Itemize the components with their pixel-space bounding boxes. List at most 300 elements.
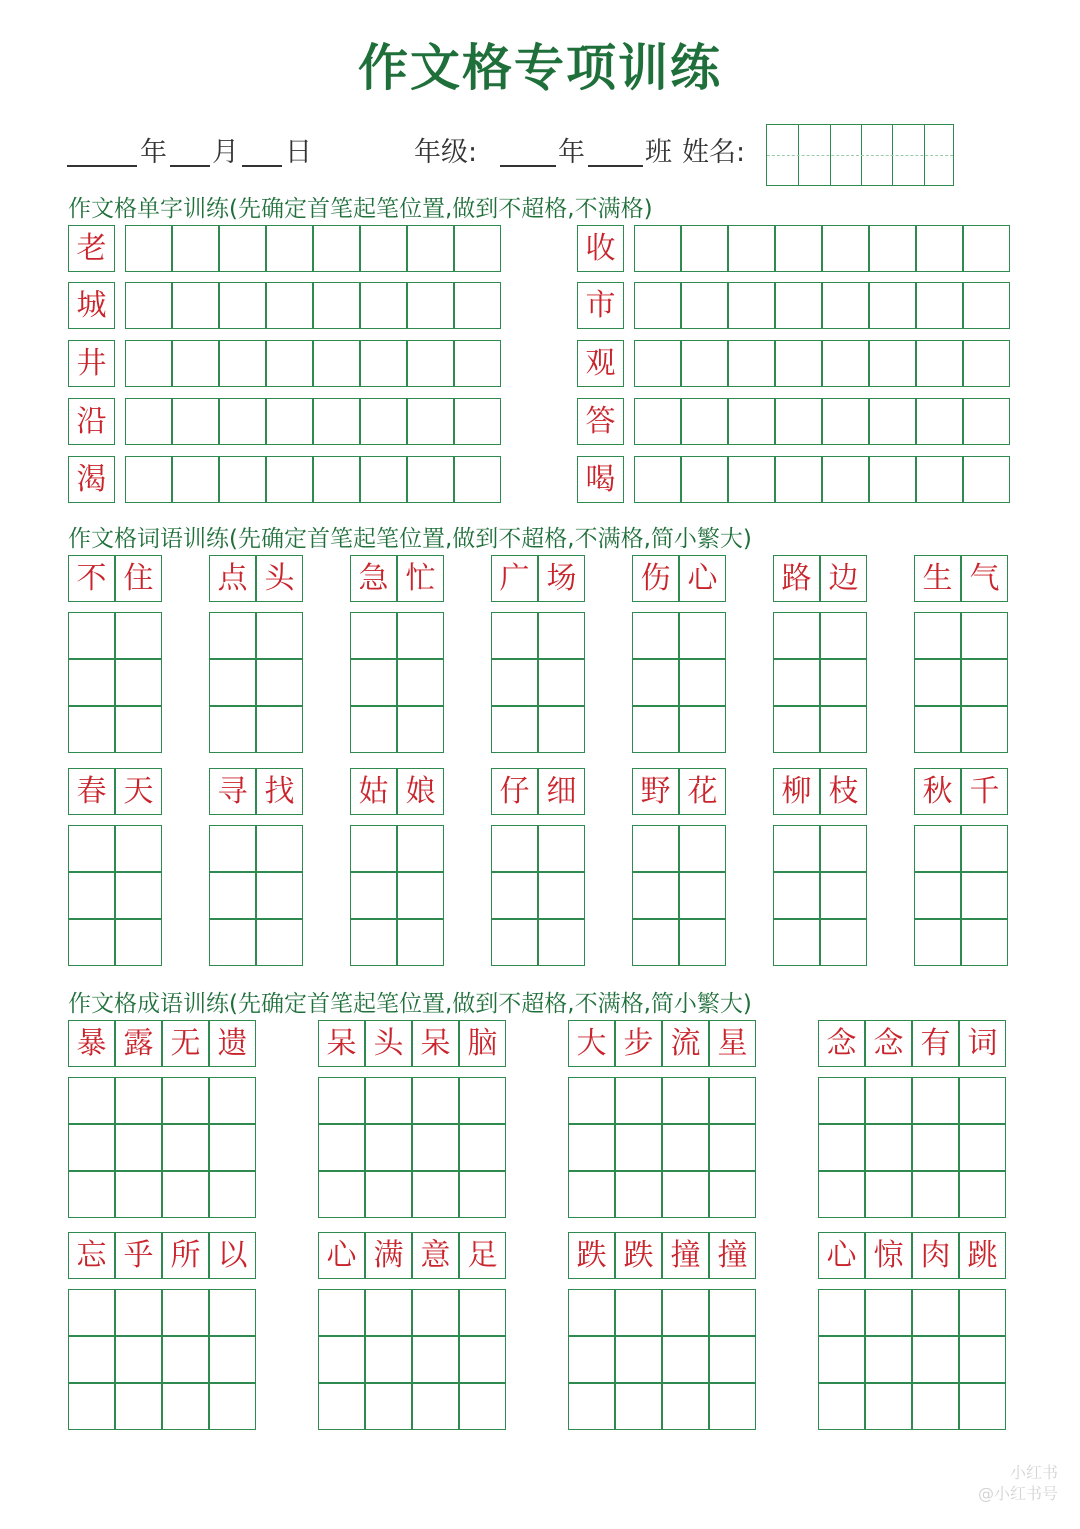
practice-cell[interactable] — [162, 1124, 209, 1171]
practice-cell[interactable] — [632, 919, 679, 966]
practice-cell[interactable] — [115, 1124, 162, 1171]
practice-cell[interactable] — [318, 1124, 365, 1171]
practice-cell[interactable] — [538, 659, 585, 706]
idioms-heading: 作文格成语训练(先确定首笔起笔位置,做到不超格,不满格,简小繁大) — [68, 991, 752, 1017]
practice-cell[interactable] — [125, 340, 172, 387]
practice-cell[interactable] — [68, 1336, 115, 1383]
practice-cell[interactable] — [491, 825, 538, 872]
practice-cell[interactable] — [360, 282, 407, 329]
practice-cell[interactable] — [818, 1336, 865, 1383]
model-char-cell: 花 — [679, 768, 726, 815]
practice-cell[interactable] — [822, 456, 869, 503]
practice-cell[interactable] — [256, 872, 303, 919]
practice-cell[interactable] — [172, 398, 219, 445]
practice-cell[interactable] — [820, 872, 867, 919]
practice-cell[interactable] — [491, 659, 538, 706]
practice-cell[interactable] — [914, 659, 961, 706]
practice-cell[interactable] — [407, 282, 454, 329]
practice-cell[interactable] — [209, 1383, 256, 1430]
practice-cell[interactable] — [568, 1171, 615, 1218]
practice-cell[interactable] — [256, 706, 303, 753]
model-char-cell: 跳 — [959, 1232, 1006, 1279]
practice-cell[interactable] — [68, 825, 115, 872]
practice-cell[interactable] — [365, 1124, 412, 1171]
practice-cell[interactable] — [68, 1077, 115, 1124]
model-char-cell: 呆 — [412, 1020, 459, 1067]
practice-cell[interactable] — [912, 1077, 959, 1124]
practice-cell[interactable] — [775, 398, 822, 445]
practice-cell[interactable] — [912, 1336, 959, 1383]
class-blank[interactable] — [588, 165, 643, 167]
practice-cell[interactable] — [822, 398, 869, 445]
model-char-cell: 答 — [577, 398, 624, 445]
practice-cell[interactable] — [963, 398, 1010, 445]
practice-cell[interactable] — [115, 1383, 162, 1430]
practice-cell[interactable] — [679, 612, 726, 659]
practice-cell[interactable] — [728, 340, 775, 387]
practice-cell[interactable] — [459, 1171, 506, 1218]
practice-cell[interactable] — [68, 706, 115, 753]
practice-cell[interactable] — [869, 456, 916, 503]
practice-cell[interactable] — [963, 340, 1010, 387]
practice-cell[interactable] — [679, 872, 726, 919]
practice-cell[interactable] — [728, 282, 775, 329]
practice-cell[interactable] — [679, 706, 726, 753]
practice-cell[interactable] — [773, 706, 820, 753]
practice-cell[interactable] — [454, 225, 501, 272]
practice-cell[interactable] — [172, 340, 219, 387]
practice-cell[interactable] — [162, 1289, 209, 1336]
practice-cell[interactable] — [412, 1124, 459, 1171]
practice-cell[interactable] — [865, 1171, 912, 1218]
practice-cell[interactable] — [459, 1383, 506, 1430]
practice-cell[interactable] — [350, 659, 397, 706]
practice-cell[interactable] — [68, 1124, 115, 1171]
name-grid[interactable] — [766, 124, 954, 186]
practice-cell[interactable] — [568, 1383, 615, 1430]
practice-cell[interactable] — [454, 398, 501, 445]
practice-cell[interactable] — [318, 1289, 365, 1336]
name-grid-midline — [767, 155, 953, 156]
practice-cell[interactable] — [914, 612, 961, 659]
practice-cell[interactable] — [350, 919, 397, 966]
model-char-cell: 场 — [538, 555, 585, 602]
practice-cell[interactable] — [407, 225, 454, 272]
practice-cell[interactable] — [360, 456, 407, 503]
practice-cell[interactable] — [172, 225, 219, 272]
practice-cell[interactable] — [162, 1171, 209, 1218]
practice-cell[interactable] — [961, 825, 1008, 872]
practice-cell[interactable] — [115, 919, 162, 966]
practice-cell[interactable] — [681, 340, 728, 387]
practice-cell[interactable] — [961, 872, 1008, 919]
practice-cell[interactable] — [454, 456, 501, 503]
practice-cell[interactable] — [963, 282, 1010, 329]
practice-cell[interactable] — [959, 1336, 1006, 1383]
practice-cell[interactable] — [266, 340, 313, 387]
practice-cell[interactable] — [916, 225, 963, 272]
practice-cell[interactable] — [412, 1336, 459, 1383]
practice-cell[interactable] — [775, 282, 822, 329]
practice-cell[interactable] — [615, 1171, 662, 1218]
practice-cell[interactable] — [115, 872, 162, 919]
practice-cell[interactable] — [125, 225, 172, 272]
practice-cell[interactable] — [115, 1077, 162, 1124]
practice-cell[interactable] — [313, 225, 360, 272]
practice-cell[interactable] — [709, 1289, 756, 1336]
practice-cell[interactable] — [219, 282, 266, 329]
practice-cell[interactable] — [914, 872, 961, 919]
practice-cell[interactable] — [916, 398, 963, 445]
practice-cell[interactable] — [172, 282, 219, 329]
practice-cell[interactable] — [407, 398, 454, 445]
model-char-cell: 心 — [818, 1232, 865, 1279]
practice-cell[interactable] — [615, 1383, 662, 1430]
practice-cell[interactable] — [822, 340, 869, 387]
practice-cell[interactable] — [219, 456, 266, 503]
practice-cell[interactable] — [360, 340, 407, 387]
practice-cell[interactable] — [820, 659, 867, 706]
practice-cell[interactable] — [634, 282, 681, 329]
practice-cell[interactable] — [681, 398, 728, 445]
practice-cell[interactable] — [865, 1336, 912, 1383]
practice-cell[interactable] — [538, 919, 585, 966]
practice-cell[interactable] — [679, 825, 726, 872]
practice-cell[interactable] — [914, 706, 961, 753]
practice-cell[interactable] — [662, 1124, 709, 1171]
practice-cell[interactable] — [568, 1124, 615, 1171]
practice-cell[interactable] — [209, 825, 256, 872]
practice-cell[interactable] — [318, 1171, 365, 1218]
practice-cell[interactable] — [68, 659, 115, 706]
practice-cell[interactable] — [209, 1124, 256, 1171]
practice-cell[interactable] — [172, 456, 219, 503]
model-char-cell: 呆 — [318, 1020, 365, 1067]
practice-cell[interactable] — [209, 872, 256, 919]
practice-cell[interactable] — [728, 398, 775, 445]
practice-cell[interactable] — [538, 872, 585, 919]
practice-cell[interactable] — [412, 1383, 459, 1430]
practice-cell[interactable] — [820, 825, 867, 872]
practice-cell[interactable] — [709, 1124, 756, 1171]
practice-cell[interactable] — [209, 919, 256, 966]
model-char-cell: 娘 — [397, 768, 444, 815]
practice-cell[interactable] — [360, 225, 407, 272]
model-char-cell: 所 — [162, 1232, 209, 1279]
practice-cell[interactable] — [125, 398, 172, 445]
practice-cell[interactable] — [709, 1077, 756, 1124]
practice-cell[interactable] — [728, 225, 775, 272]
practice-cell[interactable] — [961, 706, 1008, 753]
practice-cell[interactable] — [615, 1336, 662, 1383]
practice-cell[interactable] — [818, 1077, 865, 1124]
practice-cell[interactable] — [869, 225, 916, 272]
practice-cell[interactable] — [256, 612, 303, 659]
practice-cell[interactable] — [820, 612, 867, 659]
practice-cell[interactable] — [679, 919, 726, 966]
model-char-cell: 路 — [773, 555, 820, 602]
practice-cell[interactable] — [491, 872, 538, 919]
practice-cell[interactable] — [350, 612, 397, 659]
practice-cell[interactable] — [266, 398, 313, 445]
practice-cell[interactable] — [219, 398, 266, 445]
practice-cell[interactable] — [818, 1383, 865, 1430]
model-char-cell: 念 — [818, 1020, 865, 1067]
practice-cell[interactable] — [820, 706, 867, 753]
practice-cell[interactable] — [775, 456, 822, 503]
practice-cell[interactable] — [959, 1124, 1006, 1171]
model-char-cell: 撞 — [662, 1232, 709, 1279]
practice-cell[interactable] — [115, 1171, 162, 1218]
practice-cell[interactable] — [709, 1171, 756, 1218]
practice-cell[interactable] — [869, 282, 916, 329]
practice-cell[interactable] — [256, 659, 303, 706]
watermark — [978, 1463, 1058, 1505]
model-char-cell: 沿 — [68, 398, 115, 445]
practice-cell[interactable] — [634, 340, 681, 387]
model-char-cell: 寻 — [209, 768, 256, 815]
practice-cell[interactable] — [397, 919, 444, 966]
practice-cell[interactable] — [68, 872, 115, 919]
practice-cell[interactable] — [318, 1077, 365, 1124]
practice-cell[interactable] — [568, 1077, 615, 1124]
practice-cell[interactable] — [365, 1383, 412, 1430]
practice-cell[interactable] — [632, 706, 679, 753]
practice-cell[interactable] — [914, 825, 961, 872]
practice-cell[interactable] — [313, 340, 360, 387]
practice-cell[interactable] — [256, 919, 303, 966]
practice-cell[interactable] — [313, 456, 360, 503]
practice-cell[interactable] — [773, 612, 820, 659]
practice-cell[interactable] — [397, 612, 444, 659]
practice-cell[interactable] — [397, 659, 444, 706]
practice-cell[interactable] — [869, 398, 916, 445]
practice-cell[interactable] — [662, 1336, 709, 1383]
practice-cell[interactable] — [115, 825, 162, 872]
practice-cell[interactable] — [397, 825, 444, 872]
practice-cell[interactable] — [773, 659, 820, 706]
practice-cell[interactable] — [773, 825, 820, 872]
practice-cell[interactable] — [662, 1077, 709, 1124]
model-char-cell: 点 — [209, 555, 256, 602]
practice-cell[interactable] — [568, 1289, 615, 1336]
practice-cell[interactable] — [818, 1289, 865, 1336]
practice-cell[interactable] — [865, 1077, 912, 1124]
practice-cell[interactable] — [125, 282, 172, 329]
model-char-cell: 心 — [679, 555, 726, 602]
practice-cell[interactable] — [632, 612, 679, 659]
practice-cell[interactable] — [365, 1289, 412, 1336]
practice-cell[interactable] — [125, 456, 172, 503]
practice-cell[interactable] — [615, 1289, 662, 1336]
practice-cell[interactable] — [209, 1289, 256, 1336]
practice-cell[interactable] — [115, 659, 162, 706]
model-char-cell: 急 — [350, 555, 397, 602]
practice-cell[interactable] — [963, 225, 1010, 272]
practice-cell[interactable] — [662, 1171, 709, 1218]
practice-cell[interactable] — [115, 1289, 162, 1336]
practice-cell[interactable] — [162, 1383, 209, 1430]
practice-cell[interactable] — [313, 282, 360, 329]
practice-cell[interactable] — [615, 1124, 662, 1171]
practice-cell[interactable] — [634, 456, 681, 503]
practice-cell[interactable] — [412, 1171, 459, 1218]
practice-cell[interactable] — [963, 456, 1010, 503]
practice-cell[interactable] — [709, 1383, 756, 1430]
model-char-cell: 念 — [865, 1020, 912, 1067]
practice-cell[interactable] — [538, 706, 585, 753]
practice-cell[interactable] — [407, 340, 454, 387]
practice-cell[interactable] — [818, 1124, 865, 1171]
practice-cell[interactable] — [209, 706, 256, 753]
practice-cell[interactable] — [491, 706, 538, 753]
practice-cell[interactable] — [68, 919, 115, 966]
practice-cell[interactable] — [365, 1336, 412, 1383]
practice-cell[interactable] — [266, 282, 313, 329]
practice-cell[interactable] — [162, 1336, 209, 1383]
practice-cell[interactable] — [775, 225, 822, 272]
practice-cell[interactable] — [115, 706, 162, 753]
practice-cell[interactable] — [959, 1171, 1006, 1218]
practice-cell[interactable] — [412, 1077, 459, 1124]
practice-cell[interactable] — [454, 340, 501, 387]
practice-cell[interactable] — [959, 1383, 1006, 1430]
practice-cell[interactable] — [916, 456, 963, 503]
practice-cell[interactable] — [360, 398, 407, 445]
practice-cell[interactable] — [822, 282, 869, 329]
practice-cell[interactable] — [681, 282, 728, 329]
practice-cell[interactable] — [162, 1077, 209, 1124]
model-char-cell: 忘 — [68, 1232, 115, 1279]
model-char-cell: 姑 — [350, 768, 397, 815]
practice-cell[interactable] — [115, 1336, 162, 1383]
practice-cell[interactable] — [266, 225, 313, 272]
practice-cell[interactable] — [959, 1077, 1006, 1124]
practice-cell[interactable] — [818, 1171, 865, 1218]
practice-cell[interactable] — [68, 1171, 115, 1218]
practice-cell[interactable] — [397, 872, 444, 919]
practice-cell[interactable] — [538, 825, 585, 872]
practice-cell[interactable] — [350, 706, 397, 753]
model-char-cell: 生 — [914, 555, 961, 602]
practice-cell[interactable] — [219, 340, 266, 387]
practice-cell[interactable] — [912, 1124, 959, 1171]
practice-cell[interactable] — [728, 456, 775, 503]
model-char-cell: 流 — [662, 1020, 709, 1067]
practice-cell[interactable] — [775, 340, 822, 387]
grade-label: 年级: — [414, 137, 478, 168]
practice-cell[interactable] — [822, 225, 869, 272]
practice-cell[interactable] — [959, 1289, 1006, 1336]
model-char-cell: 头 — [365, 1020, 412, 1067]
model-char-cell: 城 — [68, 282, 115, 329]
practice-cell[interactable] — [219, 225, 266, 272]
practice-cell[interactable] — [662, 1289, 709, 1336]
practice-cell[interactable] — [318, 1383, 365, 1430]
practice-cell[interactable] — [820, 919, 867, 966]
practice-cell[interactable] — [961, 659, 1008, 706]
month-blank[interactable] — [170, 165, 210, 167]
practice-cell[interactable] — [459, 1077, 506, 1124]
practice-cell[interactable] — [615, 1077, 662, 1124]
practice-cell[interactable] — [679, 659, 726, 706]
practice-cell[interactable] — [865, 1383, 912, 1430]
practice-cell[interactable] — [912, 1171, 959, 1218]
grade-blank[interactable] — [500, 165, 556, 167]
practice-cell[interactable] — [68, 1289, 115, 1336]
practice-cell[interactable] — [68, 1383, 115, 1430]
practice-cell[interactable] — [681, 456, 728, 503]
practice-cell[interactable] — [209, 659, 256, 706]
practice-cell[interactable] — [914, 919, 961, 966]
practice-cell[interactable] — [459, 1289, 506, 1336]
practice-cell[interactable] — [709, 1336, 756, 1383]
day-blank[interactable] — [242, 165, 282, 167]
practice-cell[interactable] — [459, 1336, 506, 1383]
practice-cell[interactable] — [773, 919, 820, 966]
model-char-cell: 春 — [68, 768, 115, 815]
practice-cell[interactable] — [350, 825, 397, 872]
practice-cell[interactable] — [916, 340, 963, 387]
practice-cell[interactable] — [266, 456, 313, 503]
practice-cell[interactable] — [318, 1336, 365, 1383]
practice-cell[interactable] — [912, 1383, 959, 1430]
practice-cell[interactable] — [912, 1289, 959, 1336]
practice-cell[interactable] — [916, 282, 963, 329]
practice-cell[interactable] — [491, 612, 538, 659]
practice-cell[interactable] — [773, 872, 820, 919]
practice-cell[interactable] — [632, 825, 679, 872]
practice-cell[interactable] — [865, 1289, 912, 1336]
practice-cell[interactable] — [961, 612, 1008, 659]
practice-cell[interactable] — [454, 282, 501, 329]
practice-cell[interactable] — [491, 919, 538, 966]
practice-cell[interactable] — [632, 872, 679, 919]
practice-cell[interactable] — [365, 1171, 412, 1218]
practice-cell[interactable] — [634, 225, 681, 272]
practice-cell[interactable] — [681, 225, 728, 272]
practice-cell[interactable] — [115, 612, 162, 659]
practice-cell[interactable] — [68, 612, 115, 659]
practice-cell[interactable] — [209, 1077, 256, 1124]
practice-cell[interactable] — [662, 1383, 709, 1430]
year-blank[interactable] — [67, 165, 137, 167]
practice-cell[interactable] — [568, 1336, 615, 1383]
practice-cell[interactable] — [634, 398, 681, 445]
practice-cell[interactable] — [407, 456, 454, 503]
practice-cell[interactable] — [209, 612, 256, 659]
model-char-cell: 乎 — [115, 1232, 162, 1279]
model-char-cell: 柳 — [773, 768, 820, 815]
practice-cell[interactable] — [209, 1171, 256, 1218]
practice-cell[interactable] — [961, 919, 1008, 966]
practice-cell[interactable] — [209, 1336, 256, 1383]
practice-cell[interactable] — [365, 1077, 412, 1124]
practice-cell[interactable] — [538, 612, 585, 659]
practice-cell[interactable] — [397, 706, 444, 753]
practice-cell[interactable] — [313, 398, 360, 445]
model-char-cell: 渴 — [68, 456, 115, 503]
model-char-cell: 以 — [209, 1232, 256, 1279]
practice-cell[interactable] — [869, 340, 916, 387]
practice-cell[interactable] — [256, 825, 303, 872]
practice-cell[interactable] — [412, 1289, 459, 1336]
practice-cell[interactable] — [459, 1124, 506, 1171]
practice-cell[interactable] — [350, 872, 397, 919]
practice-cell[interactable] — [632, 659, 679, 706]
practice-cell[interactable] — [865, 1124, 912, 1171]
model-char-cell: 足 — [459, 1232, 506, 1279]
